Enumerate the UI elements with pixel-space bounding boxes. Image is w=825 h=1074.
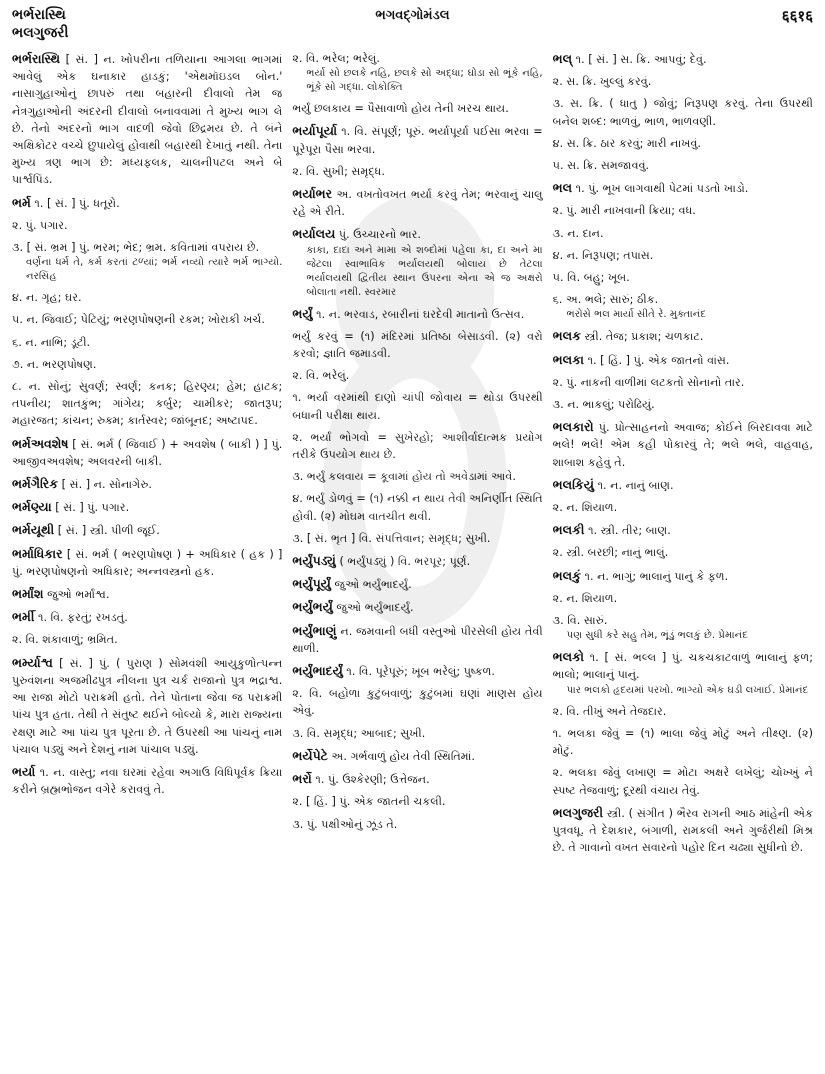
dictionary-entry: [553, 476, 813, 494]
dictionary-entry: [553, 590, 813, 607]
dictionary-entry: [292, 122, 542, 157]
entry-headword: ભલ: [552, 180, 573, 196]
dictionary-entry: [12, 239, 282, 284]
entry-definition: ભર્યું કરવું = (૧) મંદિરમાં પ્રતિષ્ઠા બેસાડવી. (૨) વરો કરવો; જ્ઞાતિ જમાડવી.: [292, 329, 543, 361]
entry-definition: ૨. વિ. બહોળા કુટુંબવાળું; કુટુંબમાં ઘણાં માણસ હોય એવું.: [292, 687, 543, 718]
dictionary-entry: [553, 612, 813, 643]
dictionary-entry: [12, 378, 282, 430]
entry-definition: ૧. ન. ભાગું; ભાલાનું પાનું કે ફળ.: [584, 569, 729, 583]
dictionary-entry: [553, 648, 813, 697]
entry-quotation: કાકા, દાદા અને મામા એ શબ્દોમાં પહેલા કા, દા અને મા જેટલા સ્વાભાવિક ભર્યાલયથી બોલાય છે તેટલા ભર્યાલયથી દ્વિતીય સ્થાન ઉપરના એના એ જ અક્ષરો બોલાતા નથી. સ્વરમાર: [306, 244, 543, 298]
entry-headword: ભલકો: [552, 649, 585, 665]
dictionary-entry: [292, 490, 542, 524]
entry-headword: ભર્યેપેટે: [292, 747, 328, 763]
dictionary-entry: [12, 654, 282, 758]
dictionary-entry: [553, 179, 813, 197]
dictionary-entry: [553, 247, 813, 264]
entry-definition: ૬. ન. નાભિ; ડૂંટી.: [12, 335, 91, 349]
entry-definition: ૨. પું. મારી નાખવાની ક્રિયા; વધ.: [552, 204, 696, 218]
dictionary-entry: [553, 418, 813, 471]
dictionary-entry: [12, 50, 282, 189]
entry-headword: ભર્યા: [12, 763, 36, 779]
entry-headword: ભર્મઅવશેષ: [12, 435, 69, 451]
entry-headword: ભલકું: [552, 567, 581, 583]
dictionary-entry: [12, 217, 282, 234]
entry-headword: ભર્મણ્યા: [12, 499, 52, 515]
dictionary-entry: [292, 429, 542, 463]
dictionary-entry: [12, 521, 282, 539]
page-header: [12, 6, 813, 46]
entry-definition: ૨. ભર્યાં ભોગવો = સુખેરહો; આશીર્વાદાત્મક પ્રયોગ તરીકે ઉપયોગ થાય છે.: [292, 430, 543, 462]
entry-definition: ૬. અ. ભલે; સારું; ઠીક.: [552, 293, 659, 307]
entry-definition: ૨. પું. નાકની વાળીમાં લટકતો સોનાનો તાર.: [552, 375, 745, 389]
entry-definition: ૩. વિ. સમૃદ્ધ; આબાદ; સુખી.: [292, 726, 426, 740]
entry-headword: ભર્ભરાસ્થિ: [12, 51, 61, 66]
entry-headword: ભર્યુંપડ્યું: [292, 553, 336, 569]
entry-headword: ભર્યુંભાદર્યું: [292, 663, 343, 679]
entry-definition: ૨. વિ. સુખી; સમૃદ્ધ.: [292, 164, 385, 178]
entry-headword: ભલક: [552, 328, 581, 344]
dictionary-entry: [553, 73, 813, 90]
entry-definition: ૨. ન. શિયાળ.: [552, 501, 618, 515]
entry-headword: ભલગુજરી: [552, 804, 604, 820]
dictionary-entry: [553, 804, 813, 857]
dictionary-entry: [292, 305, 542, 323]
entry-definition: પું. ઉચ્ચારનો ભાર.: [338, 228, 421, 242]
column-left: [12, 50, 282, 1068]
entry-definition: ૨. [ હિં. ] પું. એક જાતની ચકલી.: [292, 795, 446, 809]
entry-headword: ભર્યુંભર્યું: [292, 599, 333, 615]
dictionary-entry: [553, 157, 813, 174]
dictionary-entry: [12, 608, 282, 626]
entry-headword: ભર્યાભર: [292, 186, 333, 202]
entry-definition: ૧. વિ. સંપૂર્ણ; પૂરું. ભર્યાપૂર્યા પઈસા ભરવા = પૂરેપૂરા પૈસા ભરવા.: [292, 125, 543, 156]
dictionary-entry: [12, 289, 282, 306]
entry-headword: ભર્યું: [292, 305, 313, 321]
entry-definition: ૧. ભલકા જેવું = (૧) ભાલા જેવું મોટું અને તીક્ષ્ણ. (૨) મોટું.: [552, 726, 813, 758]
entry-definition: [ સં. ] સ્ત્રી. પીળી જૂઈ.: [57, 524, 160, 538]
entry-definition: ૩. ભર્યું કલવાય = કૂવામાં હોય તો અવેડામાં આવે.: [292, 470, 516, 484]
dictionary-entry: [292, 770, 542, 788]
entry-definition: સ્ત્રી. ( સંગીત ) ભૈરવ રાગની આઠ માંહેની એક પુત્રવધૂ. તે દેશકાર, બંગાળી, રામકલી અને ગુર્જરીથી મિશ્ર છે. તે ગાવાનો વખત સવારનો પહોર દિન ચઢ્યા સુધીનો છે.: [552, 806, 813, 855]
entry-definition: ૩. ન. ભાકલું; પરોઢિયું.: [552, 398, 655, 412]
entry-definition: ૫. વિ. બહુ; ખૂબ.: [552, 271, 630, 285]
entry-definition: અ. ગર્ભવાળું હોય તેવી સ્થિતિમાં.: [331, 749, 475, 763]
dictionary-entry: [553, 95, 813, 129]
dictionary-entry: [292, 530, 542, 547]
dictionary-entry: [12, 545, 282, 580]
entry-definition: ૧. વિ. પૂરેપૂરું; ખૂબ ભરેલું; પુષ્કળ.: [346, 665, 495, 679]
entry-definition: ૧. સ્ત્રી. તીર; બાણ.: [588, 524, 671, 538]
dictionary-entry: [292, 793, 542, 810]
entry-definition: ૨. ન. શિયાળ.: [552, 591, 618, 605]
entry-definition: ૩. સ. ક્રિ. ( ધાતુ ) જોવું; નિરૂપણ કરવું. તેના ઉપરથી બનેલ શબ્દ: ભાળવું, ભાળ, ભાળવણી.: [552, 97, 813, 128]
dictionary-entry: [553, 291, 813, 322]
entry-definition: ન. જમવાની બધી વસ્તુઓ પીરસેલી હોય તેવી થાળી.: [292, 624, 543, 655]
dictionary-entry: [12, 631, 282, 648]
dictionary-entry: [292, 662, 542, 680]
dictionary-entry: [12, 763, 282, 798]
entry-definition: ૩. પું. પક્ષીઓનું ઝૂંડ તે.: [292, 817, 398, 831]
entry-definition: ૧. ન. ભરવાડ, રબારીનાં ઘરદેવી માતાનો ઉત્સવ.: [316, 307, 525, 321]
entry-definition: ભર્યું છલકાય = પૈસાવાળો હોય તેની ખરચ થાય.: [292, 102, 509, 116]
entry-headword: ભર્યાલય: [292, 226, 336, 242]
entry-definition: ૭. ન. ભરણપોષણ.: [12, 357, 97, 371]
dictionary-entry: [553, 225, 813, 242]
entry-definition: ૧. ન. નાનું બાણ.: [597, 478, 674, 492]
entry-quotation: પાર ભલકો હૃદયમાં પરખો. ભાગ્યો એક ઘડી લખાઈ. પ્રેમાનંદ: [566, 684, 809, 696]
entry-definition: ૪. ભર્યું ડોળવું = (૧) નક્કી ન થાય તેવી અનિર્ણીત સ્થિતિ હોવી. (૨) મોઘમ વાતચીત થવી.: [292, 492, 543, 523]
entry-definition: ૨. વિ. શંકાવાળું; ભ્રમિત.: [12, 633, 118, 647]
entry-headword: ભલકી: [552, 522, 585, 538]
entry-quotation: ભર્યા સો છલકે નહિ, છલકે સો અદ્ધા; ઘોડા સો ભૂંકે નહિ, ભૂંકે સો ગદ્ધા. લોકોક્તિ: [306, 68, 543, 94]
entry-definition: ૩. [ સં. ભ્રમ ] પું. ભરમ; ભેદ; ભ્રમ. કવિતામાં વપરાય છે.: [12, 241, 260, 255]
entry-definition: ૧. ભર્યા વરમાંથી દાણો ચાંપી જોવાય = થોડા ઉપરથી બધાની પરીક્ષા થાય.: [292, 391, 543, 422]
entry-definition: ૧. પું. ભૂખ લાગવાથી પેટમાં પડતો ખાડો.: [575, 182, 749, 196]
entry-quotation: પણ સુધી કરે સહુ તેમ, ભૂંડું ભલકું છે. પ્રેમાનંદ: [566, 630, 748, 642]
dictionary-entry: [292, 225, 542, 299]
entry-definition: ૨. સ્ત્રી. બરછી; નાનું ભાલું.: [552, 546, 669, 560]
entry-definition: ૧. પું. ઉશ્કેરણી; ઉત્તેજન.: [315, 773, 430, 787]
entry-definition: [ સં. ] પું. પગાર.: [55, 501, 130, 515]
entry-headword: ભર્માધિકાર: [12, 545, 63, 561]
dictionary-entry: [292, 389, 542, 423]
entry-definition: ૧. ન. વાસ્તુ; નવા ઘરમાં રહેવા અગાઉ વિધિપૂર્વક ક્રિયા કરીને બ્રહ્મભોજન વગેરે કરાવવું તે.: [12, 765, 283, 797]
entry-definition: અ. વખતોવખત ભર્યા કરવું તેમ; ભરવાનું ચાલુ રહે એ રીતે.: [292, 188, 543, 219]
dictionary-entry: [12, 435, 282, 470]
guide-word-first: ભર્ભરાસ્થિ: [12, 7, 66, 23]
entry-definition: ૧. વિ. ફરતું; રખડતું.: [37, 611, 128, 625]
entry-definition: ૨. સ. ક્રિ. ખુલ્લું કરવું.: [552, 75, 652, 89]
entry-definition: ૨. ભલકા જેવું લખાણ = મોટા અક્ષરે લખેલું; ચોખ્ખું ને સ્પષ્ટ તેજવાળું; દૂરથી વંચાય તેવું.: [552, 766, 813, 797]
entry-headword: ભર્મ્યાશ્વ: [12, 654, 53, 670]
entry-definition: જુઓ ભર્યુંભાદર્યું.: [336, 601, 414, 615]
entry-definition: ૨. વિ. ભરેલ; ભરેલું.: [292, 52, 380, 65]
entry-headword: ભલકિયું: [552, 476, 594, 492]
entry-headword: ભર્મ: [12, 194, 31, 210]
entry-definition: સ્ત્રી. તેજ; પ્રકાશ; ચળકાટ.: [584, 330, 704, 344]
entry-headword: ભર્યાપૂર્યા: [292, 123, 338, 139]
entry-quotation: વર્ણના ધર્મ તે, કર્મ કરતાં ટળ્યાં; ભર્મ નવ્યો ત્યારે ભર્મ ભાગ્યો. નરસિંહ: [26, 257, 283, 283]
dictionary-entry: [292, 552, 542, 570]
dictionary-entry: [553, 725, 813, 759]
dictionary-entry: [553, 269, 813, 286]
dictionary-entry: [292, 598, 542, 616]
entry-definition: ૩. વિ. સારું.: [552, 614, 608, 628]
entry-definition: જુઓ ભર્માંશ્વ.: [47, 588, 110, 602]
entry-definition: [ સં. ભર્મ ( જિવાઈ ) + અવશેષ ( બાકી ) ] પું. આજીવઅવશેષ; અલવરની બાકી.: [12, 437, 283, 468]
entry-headword: ભલ્: [552, 51, 573, 66]
dictionary-entry: [292, 468, 542, 485]
dictionary-entry: [292, 163, 542, 180]
dictionary-entry: [553, 351, 813, 369]
dictionary-entry: [12, 194, 282, 212]
entry-columns: [12, 50, 813, 1068]
dictionary-entry: [292, 100, 542, 117]
entry-definition: ૧. [ સં. ] સ. ક્રિ. આપવું; દેવું.: [575, 53, 707, 66]
entry-definition: ૪. ન. ગૃહ; ઘર.: [12, 291, 82, 305]
entry-definition: ૩. [ સં. ભૃત ] વિ. સંપત્તિવાન; સમૃદ્ધ; સુખી.: [292, 531, 491, 545]
entry-definition: ૨. પું. પગાર.: [12, 218, 68, 232]
entry-headword: ભર્મયૂથી: [12, 522, 55, 538]
entry-headword: ભર્મગૈરિક: [12, 476, 59, 492]
entry-definition: ૧. [ સં. ભલ્લ ] પું. ચકચકાટવાળું ભાલાનું ફળ; ભાલો; ભાલાનું પાનું.: [552, 651, 813, 682]
column-right: [553, 50, 813, 1068]
entry-definition: ૪. સ. ક્રિ. ઠાર કરવું; મારી નાખવું.: [552, 136, 701, 150]
dictionary-entry: [292, 328, 542, 362]
entry-definition: [ સં. ભર્મ ( ભરણપોષણ ) + અધિકાર ( હક ) ] પું. ભરણપોષણનો અધિકાર; અન્નવસ્ત્રનો હક.: [12, 547, 283, 578]
entry-definition: ૫. ન. જિવાઈ; પેટિયું; ભરણપોષણની રકમ; ખોરાકી ખર્ચ.: [12, 313, 265, 327]
entry-definition: ૪. ન. નિરૂપણ; તપાસ.: [552, 248, 654, 262]
dictionary-entry: [553, 374, 813, 391]
dictionary-entry: [12, 311, 282, 328]
dictionary-entry: [12, 498, 282, 516]
dictionary-entry: [553, 396, 813, 413]
entry-definition: ૧. [ સં. ] પું. ધતૂરો.: [34, 196, 120, 210]
entry-definition: ૨. વિ. તીખું અને તેજદાર.: [552, 704, 667, 718]
column-middle: [292, 50, 542, 1068]
dictionary-entry: [553, 499, 813, 516]
entry-headword: ભર્યુંપૂર્યું: [292, 576, 331, 592]
entry-definition: ૧. [ હિં. ] પું. એક જાતનો વાંસ.: [587, 353, 730, 367]
dictionary-entry: [553, 703, 813, 720]
dictionary-entry: [292, 185, 542, 220]
entry-definition: પું. પ્રોત્સાહનનો અવાજ; કોઈને બિરદાવવા માટે ભલે! ભલે! એમ કહી પોકારવું તે; ભલે ભલે, વાહવાહ, શાબાશ કહેવું તે.: [552, 421, 813, 469]
entry-headword: ભલકારો: [552, 419, 594, 435]
entry-definition: ( ભર્યુંપડ્યું ) વિ. ભરપૂર; પૂર્ણ.: [339, 555, 471, 569]
dictionary-entry: [553, 327, 813, 345]
dictionary-entry: [553, 764, 813, 798]
entry-headword: ભલકા: [552, 351, 584, 367]
dictionary-entry: [553, 202, 813, 219]
entry-definition: [ સં. ] ન. ખોપરીના તળિયાના આગલા ભાગમાં આવેલું એક ઘનાકાર હાડકું; 'એથમૉઇડલ બોન.' નાસાગુહાઓનું છાપરું તથા બહારની દીવાલો તેમ જ નેત્રગુહાઓની અંદરની દીવાલો બનાવવામાં તે મુખ્ય ભાગ લે છે. તેનો અંદરનો ભાગ વાદળી જેવો છિદ્રમય છે. તે બંને અક્ષિકોટર વચ્ચે છુપાયેલું હોવાથી બહારથી દેખાતું નથી. તેના મુખ્ય ત્રણ ભાગ છે: મધ્યફલક, ચાલનીપટલ અને બે પાર્શ્વપિંડ.: [12, 53, 283, 187]
guide-word-last: ભલગુજરી: [12, 25, 69, 41]
entry-quotation: ભરોસે ભલ માર્યા સીતે રે. મુક્તાનંદ: [566, 309, 707, 321]
dictionary-entry: [292, 747, 542, 765]
book-title: ભગવદ્ગોમંડલ: [375, 8, 450, 23]
dictionary-entry: [292, 622, 542, 657]
entry-definition: [ સં. ] ન. સોનાગેરુ.: [61, 478, 152, 492]
entry-definition: [ સં. ] પું. ( પુરાણ ) સોમવંશી આયુકુળોત્પન્ન પુરુવંશના અજમીઢપુત્ર નીલના પુત્ર ચર્ક રાજાનો પુત્ર ભદ્રાશ્વ. આ રાજા મોટો પરાક્રમી હતો. તેને પોતાના જેવા જ પરાક્રમી પાંચ પુત્ર હતા. તેથી તે સંતુષ્ટ થઈને બોલ્યો કે, મારા રાજ્યના રક્ષણ માટે આ પાંચ પુત્ર પૂરતા છે. તે ઉપરથી આ પાંચનું નામ પંચાલ પડ્યું અને દેશનું નામ પાંચાલ પડ્યું.: [12, 656, 283, 756]
entry-definition: ૩. ન. દાન.: [552, 226, 604, 240]
page-number: ६६१६: [781, 7, 813, 25]
entry-definition: ૫. સ. ક્રિ. સમજાવવું.: [552, 159, 650, 173]
dictionary-entry: [553, 544, 813, 561]
dictionary-entry: [292, 367, 542, 384]
entry-definition: ૮. ન. સોનું; સુવર્ણ; સ્વર્ણ; કનક; હિરણ્ય; હેમ; હાટક; તપનીય; શાતકુંભ; ગાંગેય; કર્બુર; ચામીકર; જાતરૂપ; મહારજત; કાંચન; રુક્મ; કાર્તસ્વર; જાંબૂનદ; અષ્ટાપદ.: [12, 380, 283, 428]
entry-headword: ભર્મી: [12, 609, 35, 625]
dictionary-entry: [292, 575, 542, 593]
dictionary-entry: [12, 334, 282, 351]
dictionary-entry: [553, 50, 813, 68]
dictionary-entry: [12, 585, 282, 603]
entry-definition: ૨. વિ. ભરેલું.: [292, 369, 350, 383]
dictionary-entry: [12, 475, 282, 493]
dictionary-entry: [553, 521, 813, 539]
entry-headword: ભર્રો: [292, 771, 312, 787]
dictionary-entry: [553, 567, 813, 585]
dictionary-entry: [292, 50, 542, 95]
dictionary-entry: [292, 725, 542, 742]
dictionary-entry: [12, 356, 282, 373]
dictionary-entry: [292, 685, 542, 719]
entry-headword: ભર્યુંભાણું: [292, 622, 337, 638]
entry-definition: જુઓ ભર્યુંભાદર્યું.: [334, 578, 412, 592]
entry-headword: ભર્માંશ: [12, 586, 44, 602]
dictionary-entry: [292, 816, 542, 833]
dictionary-entry: [553, 135, 813, 152]
